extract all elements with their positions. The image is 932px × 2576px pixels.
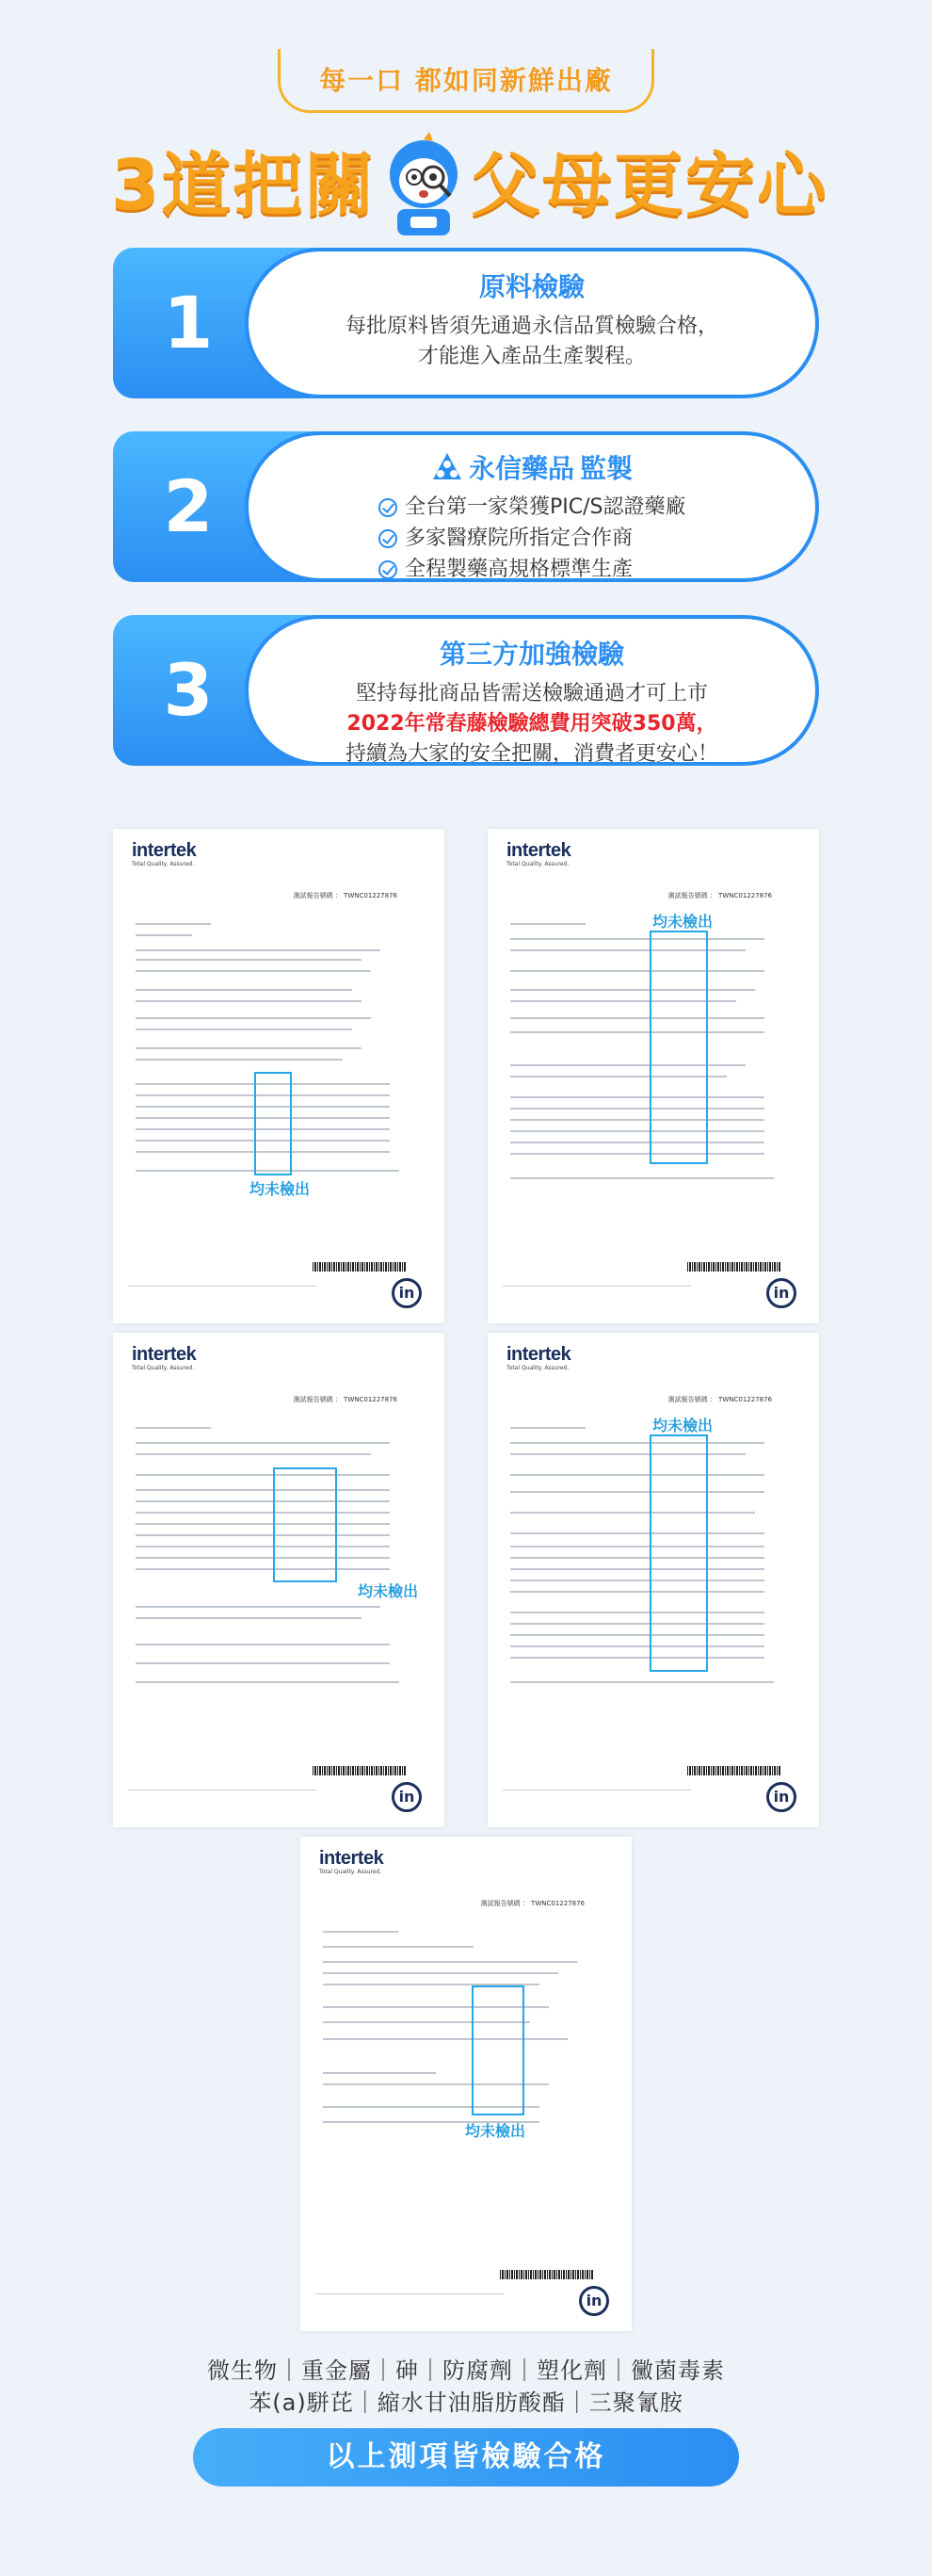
text-line (510, 1031, 764, 1033)
text-line (510, 989, 755, 991)
result-stamp: 均未檢出 (358, 1582, 419, 1600)
intertek-tagline: Total Quality. Assured. (132, 861, 195, 867)
intertek-tagline: Total Quality. Assured. (506, 1365, 570, 1371)
intertek-tagline: Total Quality. Assured. (132, 1365, 195, 1371)
step-content (245, 248, 819, 398)
check-text: 全程製藥高規格標準生產 (405, 558, 634, 581)
text-line (510, 1119, 764, 1121)
test-report (113, 829, 444, 1323)
intertek-logo: intertek (132, 1344, 197, 1365)
step-number: 2 (163, 464, 214, 548)
text-line (136, 1427, 211, 1429)
check-item (378, 523, 686, 554)
text-line (136, 1453, 371, 1455)
step-content (245, 615, 819, 766)
text-line (323, 1946, 474, 1948)
text-line (136, 1017, 371, 1019)
text-line (510, 1532, 764, 1534)
mascot-icon (377, 132, 471, 240)
result-stamp: 均未檢出 (652, 1417, 714, 1434)
brand-name: 永信藥品 (468, 453, 574, 484)
intertek-mark-icon: in (766, 1782, 796, 1812)
intertek-logo: intertek (506, 1344, 571, 1365)
intertek-tagline: Total Quality. Assured. (319, 1869, 382, 1875)
check-item (378, 492, 686, 523)
text-line (510, 1557, 764, 1559)
test-report (488, 829, 819, 1323)
intertek-mark-icon: in (579, 2286, 609, 2316)
headline-right: 父母更安心 (471, 145, 828, 226)
text-line (136, 1617, 362, 1619)
highlight-box (254, 1072, 292, 1175)
text-line (136, 923, 211, 925)
text-line (510, 1491, 764, 1493)
text-line (136, 1534, 390, 1536)
barcode (313, 1766, 407, 1775)
step-3-card (113, 615, 819, 766)
report-number: 測試報告號碼 ： TWNC01227876 (293, 1396, 397, 1403)
text-line (136, 1489, 390, 1491)
check-circle-icon (378, 498, 397, 517)
text-line (136, 934, 192, 936)
desc-line-highlight: 2022年常春藤檢驗總費用突破350萬， (346, 712, 717, 736)
text-line (510, 1177, 774, 1179)
text-line (510, 938, 764, 940)
intertek-mark-icon: in (392, 1782, 422, 1812)
text-line (510, 1591, 764, 1593)
text-line (136, 1000, 362, 1002)
text-line (323, 1961, 577, 1963)
report-footer (503, 1790, 691, 1810)
report-number: 測試報告號碼 ： TWNC01227876 (480, 1900, 585, 1907)
check-circle-icon (378, 560, 397, 579)
text-line (136, 1546, 390, 1547)
highlight-box (472, 1985, 524, 2115)
text-line (136, 959, 362, 961)
step-description (249, 312, 815, 372)
check-circle-icon (378, 529, 397, 548)
report-footer (503, 1286, 691, 1306)
text-line (510, 1427, 586, 1429)
barcode (313, 1262, 407, 1272)
desc-line: 才能進入產品生產製程。 (417, 345, 646, 368)
barcode (687, 1262, 781, 1272)
text-line (510, 1634, 764, 1636)
text-line (136, 1474, 390, 1476)
test-items-line: 苯(a)駢芘｜縮水甘油脂肪酸酯｜三聚氰胺 (249, 2390, 683, 2416)
text-line (510, 949, 746, 951)
text-line (510, 1568, 764, 1570)
report-footer (128, 1286, 316, 1306)
barcode (687, 1766, 781, 1775)
text-line (136, 970, 371, 972)
step-description (249, 679, 815, 770)
step-number: 1 (163, 281, 214, 365)
desc-line: 每批原料皆須先通過永信品質檢驗合格， (345, 315, 718, 338)
text-line (136, 989, 352, 991)
test-report (488, 1333, 819, 1827)
text-line (323, 2072, 436, 2074)
check-text: 多家醫療院所指定合作商 (405, 527, 634, 550)
text-line (510, 1017, 764, 1019)
text-line (136, 1606, 380, 1608)
result-stamp: 均未檢出 (465, 2122, 526, 2140)
brand-logo-icon (431, 451, 463, 483)
step-2-card (113, 431, 819, 582)
step-number: 3 (163, 648, 214, 732)
slogan-frame (278, 49, 654, 113)
text-line (323, 2038, 568, 2040)
barcode (500, 2270, 594, 2279)
highlight-box (650, 931, 708, 1164)
highlight-box (273, 1467, 337, 1582)
text-line (510, 1096, 764, 1098)
check-text: 全台第一家榮獲PIC/S認證藥廠 (405, 495, 686, 519)
text-line (136, 1059, 343, 1061)
step-title: 監製 (580, 453, 634, 484)
text-line (510, 923, 586, 925)
step-title: 第三方加強檢驗 (439, 639, 624, 670)
text-line (510, 1657, 764, 1659)
brand-row (249, 448, 815, 486)
text-line (136, 1568, 390, 1570)
headline-left: 3道把關 (111, 145, 377, 226)
text-line (510, 1474, 764, 1476)
text-line (510, 1108, 764, 1110)
text-line (510, 1453, 746, 1455)
intertek-mark-icon: in (766, 1278, 796, 1308)
text-line (136, 1557, 390, 1559)
text-line (136, 1512, 390, 1514)
step-1-card (113, 248, 819, 398)
text-line (510, 1580, 764, 1581)
report-footer (315, 2293, 504, 2314)
intertek-logo: intertek (506, 840, 571, 861)
text-line (136, 1662, 390, 1664)
test-items-line: 微生物｜重金屬｜砷｜防腐劑｜塑化劑｜黴菌毒素 (207, 2357, 725, 2384)
intertek-logo: intertek (319, 1848, 384, 1869)
text-line (510, 1064, 746, 1066)
highlight-box (650, 1434, 708, 1672)
text-line (510, 1681, 774, 1683)
text-line (136, 1047, 362, 1049)
text-line (510, 1130, 764, 1132)
desc-line: 持續為大家的安全把關，消費者更安心！ (345, 742, 718, 766)
text-line (136, 1029, 352, 1030)
text-line (510, 1645, 764, 1647)
text-line (510, 1612, 764, 1613)
report-footer (128, 1790, 316, 1810)
text-line (136, 949, 380, 951)
text-line (510, 1442, 764, 1444)
report-number: 測試報告號碼 ： TWNC01227876 (293, 892, 397, 899)
text-line (510, 970, 764, 972)
check-item (378, 554, 686, 585)
intertek-mark-icon: in (392, 1278, 422, 1308)
text-line (510, 1153, 764, 1155)
text-line (510, 1512, 755, 1514)
result-stamp: 均未檢出 (249, 1180, 311, 1198)
intertek-logo: intertek (132, 840, 197, 861)
text-line (323, 1931, 398, 1933)
text-line (323, 1972, 558, 1974)
slogan-text: 每一口 都如同新鮮出廠 (319, 65, 613, 96)
text-line (136, 1523, 390, 1525)
text-line (136, 1644, 390, 1645)
report-number: 測試報告號碼 ： TWNC01227876 (667, 1396, 772, 1403)
all-passed-banner: 以上測項皆檢驗合格 (193, 2428, 739, 2487)
step-content (245, 431, 819, 582)
check-list (378, 492, 686, 585)
desc-line: 堅持每批商品皆需送檢驗通過才可上市 (355, 682, 708, 705)
result-stamp: 均未檢出 (652, 913, 714, 931)
text-line (510, 1623, 764, 1625)
test-report (300, 1837, 632, 2331)
text-line (136, 1500, 390, 1502)
step-title: 原料檢驗 (478, 271, 585, 302)
text-line (510, 1546, 764, 1547)
text-line (510, 1142, 764, 1143)
test-report (113, 1333, 444, 1827)
report-number: 測試報告號碼 ： TWNC01227876 (667, 892, 772, 899)
text-line (136, 1681, 399, 1683)
intertek-tagline: Total Quality. Assured. (506, 861, 570, 867)
text-line (136, 1442, 390, 1444)
